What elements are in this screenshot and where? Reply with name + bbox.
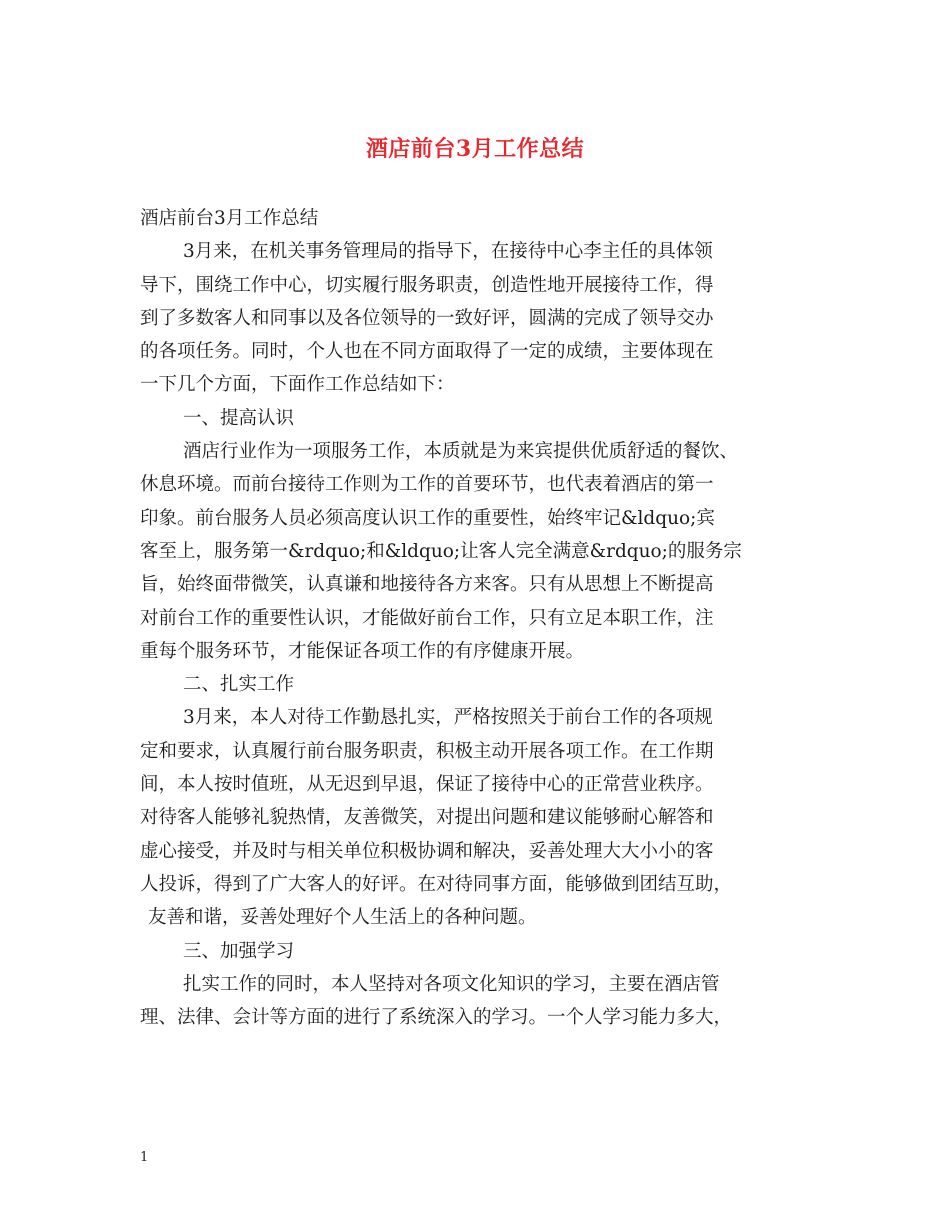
section-heading: 二、扎实工作 [183, 674, 295, 696]
doc-line: 客至上，服务第一&rdquo;和&ldquo;让客人完全满意&rdquo;的服务宗 [140, 540, 742, 562]
section-heading: 三、加强学习 [183, 940, 295, 962]
doc-line: 印象。前台服务人员必须高度认识工作的重要性，始终牢记&ldquo;宾 [140, 507, 715, 529]
doc-line: 扎实工作的同时，本人坚持对各项文化知识的学习，主要在酒店管 [183, 973, 720, 995]
doc-line: 的各项任务。同时，个人也在不同方面取得了一定的成绩，主要体现在 [140, 341, 714, 363]
doc-line: 虚心接受，并及时与相关单位积极协调和解决，妥善处理大大小小的客 [140, 840, 714, 862]
doc-line: 休息环境。而前台接待工作则为工作的首要环节，也代表着酒店的第一 [140, 474, 714, 496]
doc-line: 一下几个方面，下面作工作总结如下： [140, 374, 455, 396]
doc-line: 对待客人能够礼貌热情，友善微笑，对提出问题和建议能够耐心解答和 [140, 807, 714, 829]
doc-line: 到了多数客人和同事以及各位领导的一致好评，圆满的完成了领导交办 [140, 307, 714, 329]
doc-line: 重每个服务环节，才能保证各项工作的有序健康开展。 [140, 640, 585, 662]
page-number: 1 [140, 1150, 149, 1165]
doc-line: 定和要求，认真履行前台服务职责，积极主动开展各项工作。在工作期 [140, 740, 714, 762]
doc-line: 理、法律、会计等方面的进行了系统深入的学习。一个人学习能力多大， [140, 1007, 733, 1029]
doc-line: 间，本人按时值班，从无迟到早退，保证了接待中心的正常营业秩序。 [140, 774, 714, 796]
doc-line: 导下，围绕工作中心，切实履行服务职责，创造性地开展接待工作，得 [140, 274, 714, 296]
doc-line: 3月来，本人对待工作勤恳扎实，严格按照关于前台工作的各项规 [183, 707, 713, 729]
doc-line: 酒店行业作为一项服务工作，本质就是为来宾提供优质舒适的餐饮、 [183, 441, 739, 463]
doc-line: 友善和谐，妥善处理好个人生活上的各种问题。 [148, 907, 537, 929]
document-title: 酒店前台3月工作总结 [365, 136, 585, 162]
doc-line: 酒店前台3月工作总结 [140, 208, 319, 229]
doc-line: 对前台工作的重要性认识，才能做好前台工作，只有立足本职工作，注 [140, 607, 714, 629]
doc-line: 人投诉，得到了广大客人的好评。在对待同事方面，能够做到团结互助， [140, 873, 733, 895]
document-body [140, 202, 815, 1034]
section-heading: 一、提高认识 [183, 407, 295, 429]
doc-line: 旨，始终面带微笑，认真谦和地接待各方来客。只有从思想上不断提高 [140, 574, 714, 596]
doc-line: 3月来，在机关事务管理局的指导下，在接待中心李主任的具体领 [183, 241, 713, 263]
